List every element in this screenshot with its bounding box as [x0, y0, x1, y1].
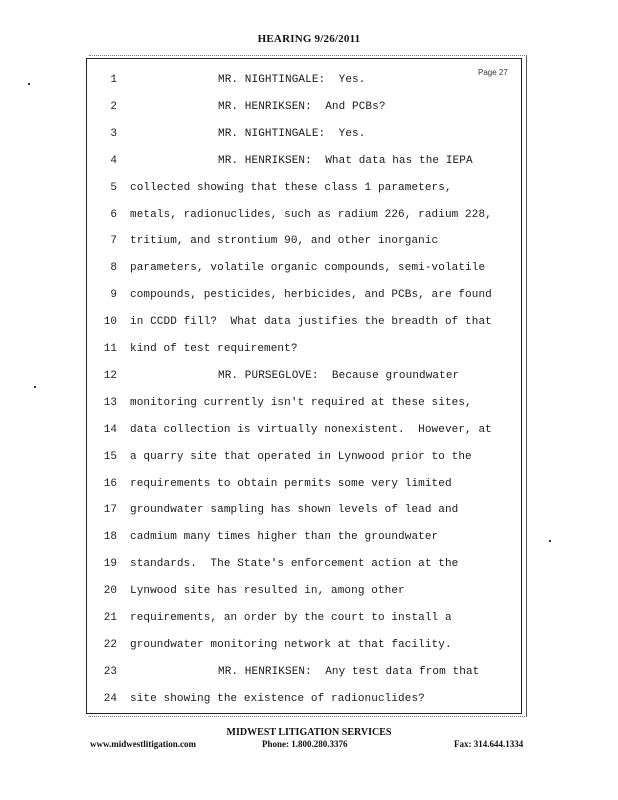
scan-speck: [34, 386, 36, 388]
line-number: 16: [103, 477, 117, 490]
line-number: 9: [110, 289, 117, 302]
line-text: metals, radionuclides, such as radium 226, radium 228,: [130, 208, 492, 221]
line-number: 23: [103, 665, 117, 678]
line-number: 5: [110, 181, 117, 194]
transcript-line: [0, 209, 618, 235]
transcript-line: [0, 612, 618, 638]
page-number: Page 27: [478, 68, 508, 77]
transcript-line: [0, 101, 618, 127]
line-number: 11: [103, 343, 117, 355]
scan-speck: [28, 83, 30, 85]
footer-fax: Fax: 314.644.1334: [454, 739, 524, 749]
line-number: 2: [110, 100, 117, 113]
line-number: 8: [110, 262, 117, 275]
transcript-line: [0, 370, 618, 396]
transcript-line: [0, 504, 618, 530]
footer-company-name: MIDWEST LITIGATION SERVICES: [226, 727, 392, 738]
line-text: in CCDD fill? What data justifies the breadth of that: [130, 316, 492, 329]
transcript-line: [0, 531, 618, 557]
line-text: MR. HENRIKSEN: What data has the IEPA: [218, 154, 473, 167]
line-text: groundwater monitoring network at that facility.: [130, 638, 452, 651]
line-text: requirements, an order by the court to install a: [130, 612, 452, 624]
transcript-line: [0, 235, 618, 261]
line-text: cadmium many times higher than the groundwater: [130, 531, 439, 544]
transcript-line: [0, 289, 618, 315]
transcript-line: [0, 316, 618, 342]
line-text: MR. NIGHTINGALE: Yes.: [218, 74, 366, 86]
transcript-line: [0, 558, 618, 584]
line-number: 14: [103, 423, 117, 436]
line-number: 4: [110, 154, 117, 167]
transcript-line: [0, 585, 618, 611]
transcript-line: [0, 693, 618, 719]
line-number: 12: [103, 369, 117, 382]
line-number: 18: [103, 531, 117, 544]
line-number: 24: [103, 692, 117, 705]
line-number: 6: [110, 208, 117, 221]
line-number: 17: [103, 504, 117, 517]
transcript-line: [0, 478, 618, 504]
transcript-line: [0, 155, 618, 181]
transcript-line: [0, 666, 618, 692]
line-text: a quarry site that operated in Lynwood prior to the: [130, 450, 472, 463]
page-header-title: HEARING 9/26/2011: [257, 33, 361, 45]
line-number: 1: [110, 74, 117, 86]
transcript-line: [0, 424, 618, 450]
transcript-line: [0, 639, 618, 665]
line-text: parameters, volatile organic compounds, semi-volatile: [130, 262, 486, 275]
line-number: 10: [103, 316, 117, 329]
line-text: MR. HENRIKSEN: Any test data from that: [218, 665, 480, 678]
line-number: 7: [110, 235, 117, 248]
line-number: 19: [103, 558, 117, 571]
line-text: groundwater sampling has shown levels of lead and: [130, 504, 459, 517]
line-text: tritium, and strontium 90, and other inorganic: [130, 235, 439, 248]
line-text: MR. HENRIKSEN: And PCBs?: [218, 100, 386, 113]
transcript-line: [0, 397, 618, 423]
line-text: kind of test requirement?: [130, 343, 298, 355]
line-text: standards. The State's enforcement action at the: [130, 558, 459, 571]
footer-website: www.midwestlitigation.com: [90, 739, 196, 749]
line-text: monitoring currently isn't required at these sites,: [130, 396, 472, 409]
transcript-line: [0, 182, 618, 208]
line-text: compounds, pesticides, herbicides, and PCBs, are found: [130, 289, 492, 302]
line-number: 20: [103, 585, 117, 598]
line-text: MR. PURSEGLOVE: Because groundwater: [218, 369, 460, 382]
line-number: 21: [103, 612, 117, 624]
transcript-line: [0, 262, 618, 288]
footer-phone: Phone: 1.800.280.3376: [262, 739, 348, 749]
line-text: collected showing that these class 1 parameters,: [130, 181, 452, 194]
line-text: data collection is virtually nonexistent. However, at: [130, 423, 492, 436]
line-number: 13: [103, 396, 117, 409]
line-text: site showing the existence of radionuclides?: [130, 692, 425, 705]
line-text: MR. NIGHTINGALE: Yes.: [218, 127, 366, 140]
transcript-line: [0, 451, 618, 477]
transcript-line: [0, 74, 618, 100]
line-text: requirements to obtain permits some very limited: [130, 477, 452, 490]
line-text: Lynwood site has resulted in, among other: [130, 585, 405, 598]
line-number: 15: [103, 450, 117, 463]
scan-speck: [549, 540, 551, 542]
line-number: 22: [103, 638, 117, 651]
transcript-line: [0, 128, 618, 154]
transcript-line: [0, 343, 618, 369]
line-number: 3: [110, 127, 117, 140]
